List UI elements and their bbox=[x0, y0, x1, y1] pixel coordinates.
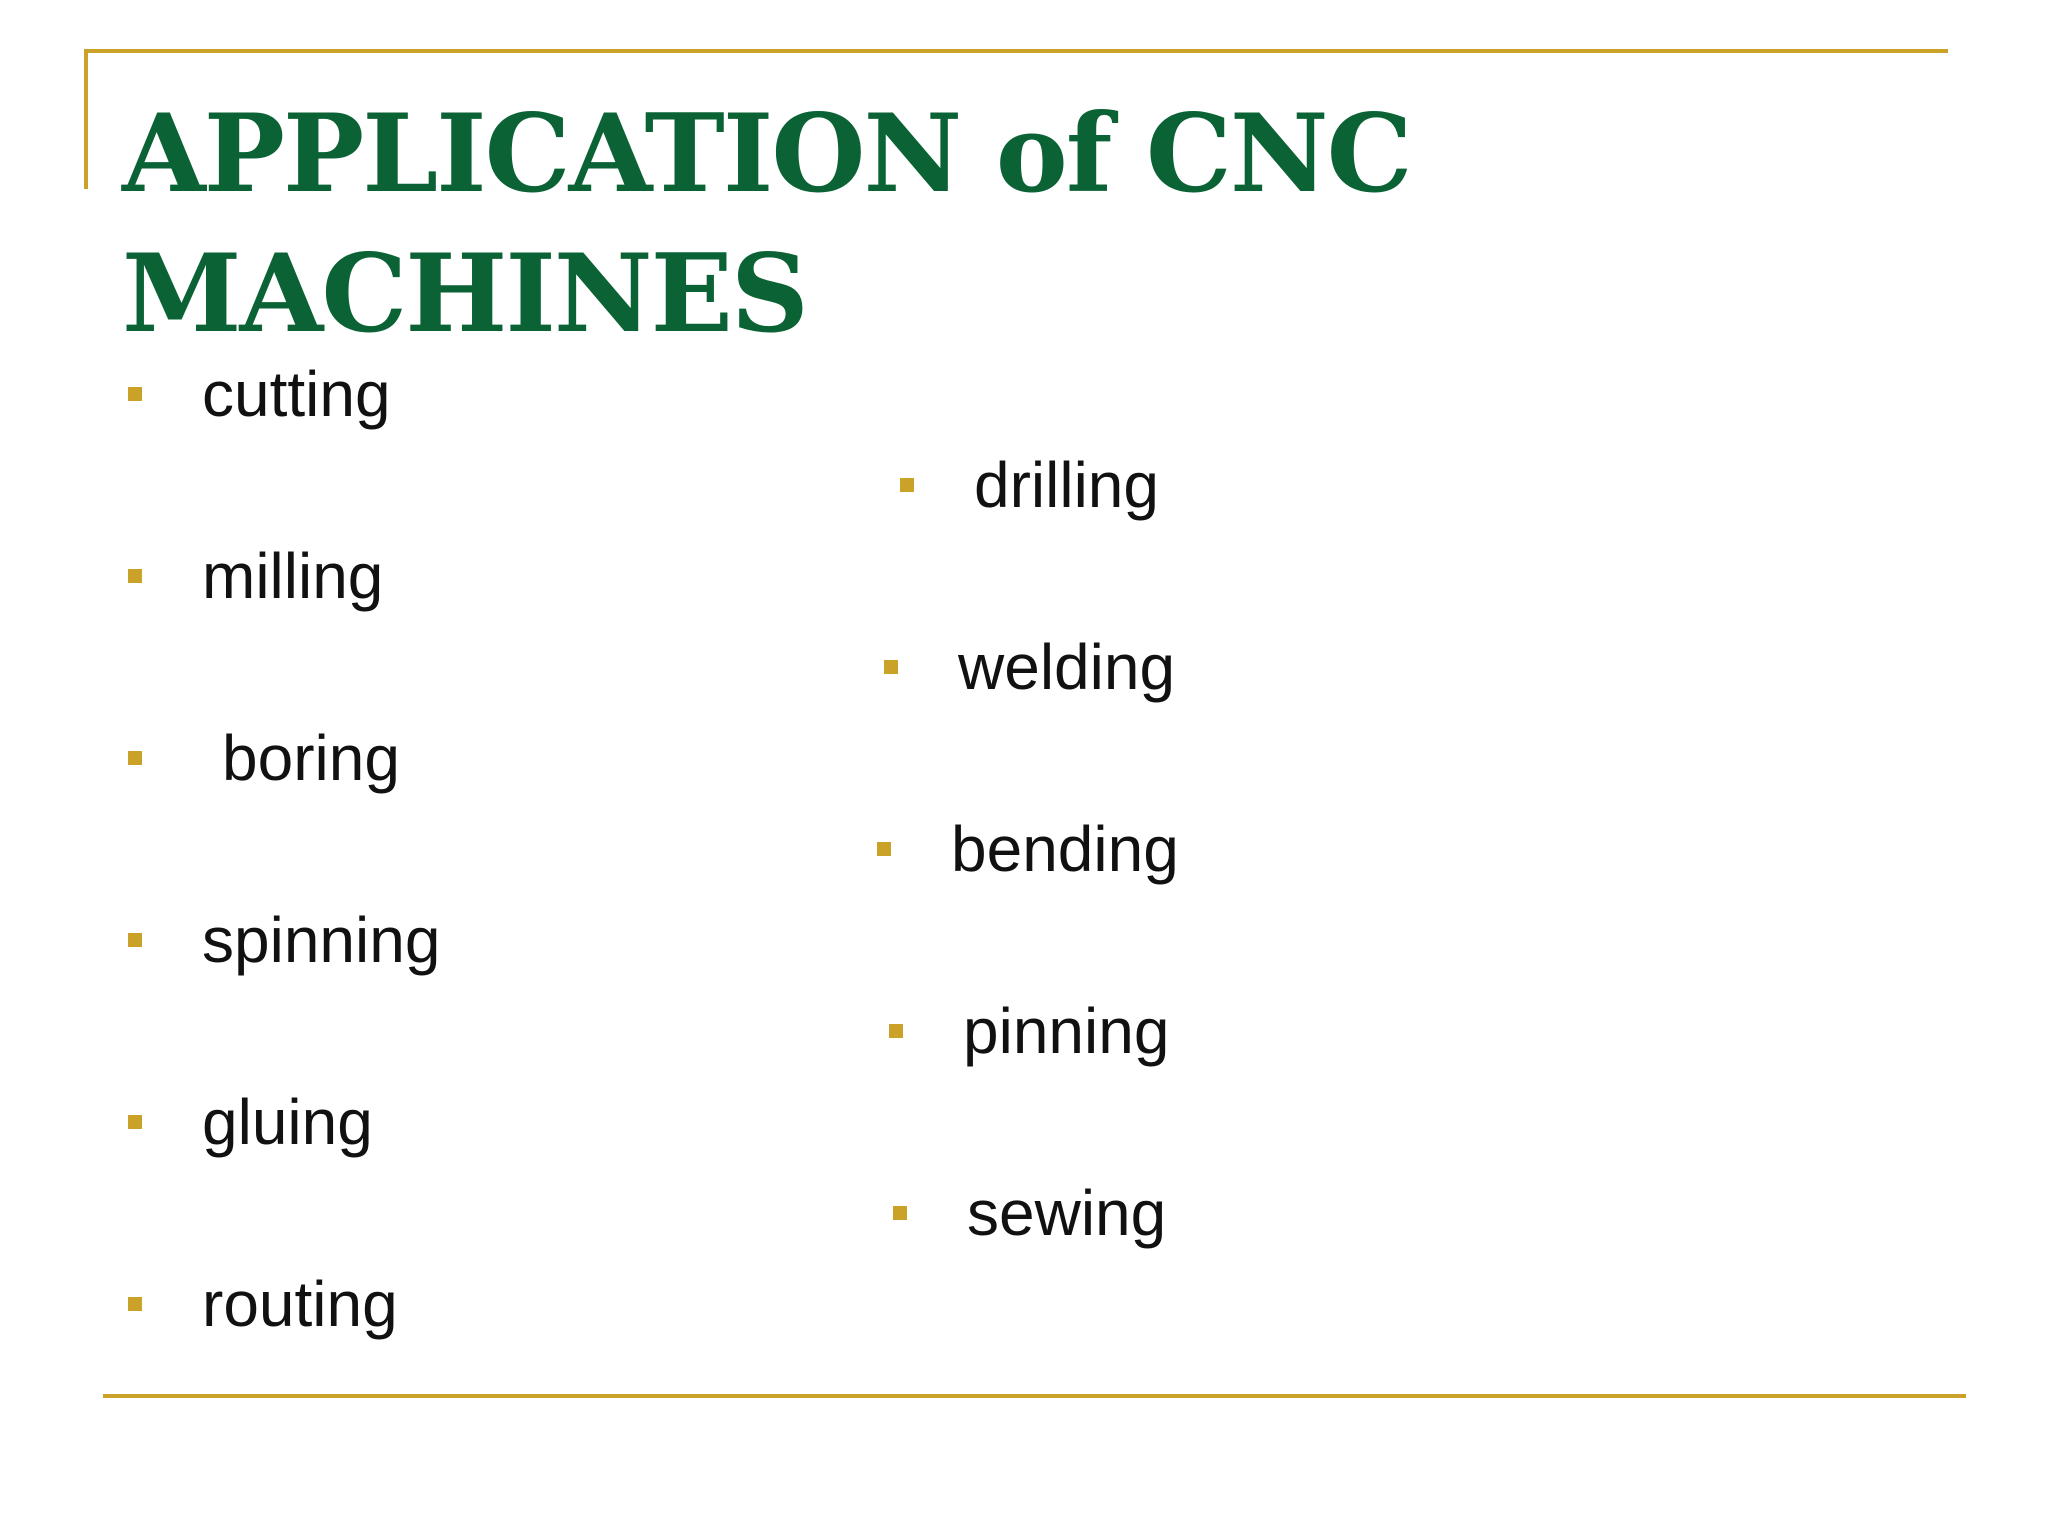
square-bullet-icon bbox=[893, 1206, 907, 1220]
list-item-gluing bbox=[128, 1080, 373, 1164]
left-rule bbox=[84, 49, 88, 189]
square-bullet-icon bbox=[889, 1024, 903, 1038]
list-item-bending bbox=[877, 807, 1179, 891]
list-item-label: cutting bbox=[202, 358, 391, 430]
list-item-label: gluing bbox=[202, 1086, 373, 1158]
list-item-label: sewing bbox=[967, 1177, 1167, 1249]
list-item-boring bbox=[128, 716, 400, 800]
square-bullet-icon bbox=[128, 933, 142, 947]
list-item-drilling bbox=[900, 443, 1159, 527]
list-item-label: routing bbox=[202, 1268, 398, 1340]
list-item-label: spinning bbox=[202, 904, 441, 976]
top-rule bbox=[84, 49, 1948, 53]
list-item-cutting bbox=[128, 352, 391, 436]
list-item-spinning bbox=[128, 898, 440, 982]
list-item-label: welding bbox=[958, 631, 1176, 703]
square-bullet-icon bbox=[128, 751, 142, 765]
list-item-routing bbox=[128, 1262, 398, 1346]
square-bullet-icon bbox=[128, 387, 142, 401]
title-line-2: MACHINES bbox=[122, 231, 807, 357]
square-bullet-icon bbox=[900, 478, 914, 492]
slide-title bbox=[122, 84, 1622, 364]
list-item-welding bbox=[884, 625, 1175, 709]
list-item-sewing bbox=[893, 1171, 1166, 1255]
title-line-1: APPLICATION of CNC bbox=[122, 91, 1411, 217]
list-item-pinning bbox=[889, 989, 1169, 1073]
square-bullet-icon bbox=[128, 1115, 142, 1129]
list-item-milling bbox=[128, 534, 383, 618]
list-item-label: drilling bbox=[974, 449, 1159, 521]
list-item-label: milling bbox=[202, 540, 384, 612]
bottom-rule bbox=[103, 1394, 1966, 1398]
list-item-label: bending bbox=[951, 813, 1179, 885]
list-item-label: boring bbox=[222, 722, 400, 794]
square-bullet-icon bbox=[884, 660, 898, 674]
list-item-label: pinning bbox=[963, 995, 1170, 1067]
square-bullet-icon bbox=[877, 842, 891, 856]
square-bullet-icon bbox=[128, 1297, 142, 1311]
square-bullet-icon bbox=[128, 569, 142, 583]
